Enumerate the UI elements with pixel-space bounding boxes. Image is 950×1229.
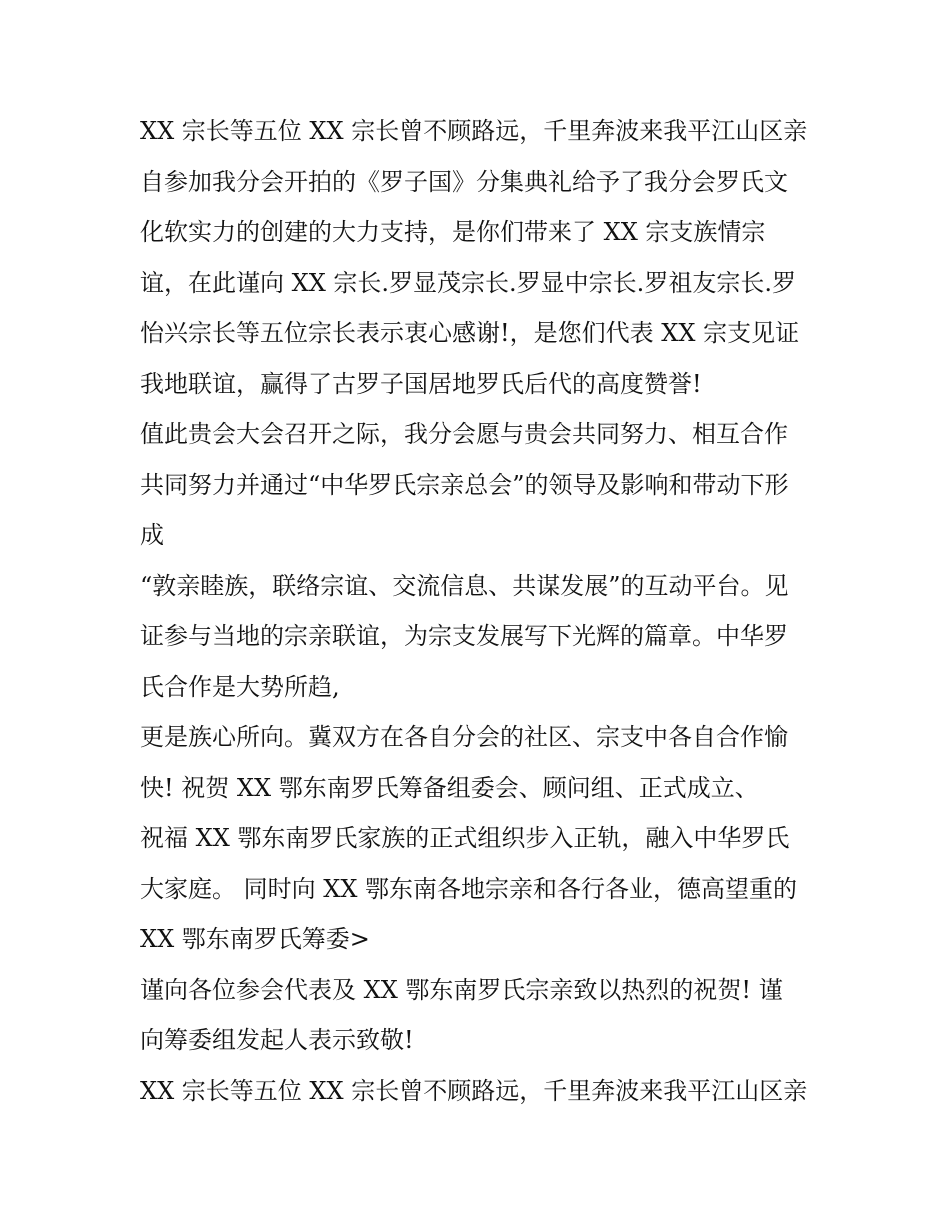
text-line: XX 宗长等五位 XX 宗长曾不顾路远，千里奔波来我平江山区亲: [140, 117, 808, 145]
text-line: 值此贵会大会召开之际，我分会愿与贵会共同努力、相互合作: [140, 420, 788, 448]
text-line: 怡兴宗长等五位宗长表示衷心感谢!，是您们代表 XX 宗支见证: [140, 319, 800, 347]
text-line: “敦亲睦族，联络宗谊、交流信息、共谋发展”的互动平台。见: [140, 571, 789, 600]
text-line: 快! 祝贺 XX 鄂东南罗氏筹备组委会、顾问组、正式成立、: [140, 773, 759, 802]
text-line: 大家庭。 同时向 XX 鄂东南各地宗亲和各行各业，德高望重的: [140, 874, 798, 903]
text-line: 我地联谊，赢得了古罗子国居地罗氏后代的高度赞誉!: [140, 369, 702, 398]
text-line: 更是族心所向。冀双方在各自分会的社区、宗支中各自合作愉: [140, 723, 788, 751]
text-line: 化软实力的创建的大力支持，是你们带来了 XX 宗支族情宗: [140, 218, 766, 246]
text-line: 谨向各位参会代表及 XX 鄂东南罗氏宗亲致以热烈的祝贺! 谨: [140, 975, 783, 1004]
text-line: XX 宗长等五位 XX 宗长曾不顾路远，千里奔波来我平江山区亲: [140, 1076, 808, 1105]
text-line: 成: [140, 521, 164, 549]
text-line: 证参与当地的宗亲联谊，为宗支发展写下光辉的篇章。中华罗: [140, 622, 788, 650]
text-line: 祝福 XX 鄂东南罗氏家族的正式组织步入正轨，融入中华罗氏: [140, 824, 790, 852]
document-body: [140, 106, 820, 1116]
text-line: 自参加我分会开拍的《罗子国》分集典礼给予了我分会罗氏文: [140, 167, 788, 196]
text-line: 谊，在此谨向 XX 宗长.罗显茂宗长.罗显中宗长.罗祖友宗长.罗: [140, 268, 796, 297]
text-line: 氏合作是大势所趋,: [140, 672, 340, 701]
text-line: XX 鄂东南罗氏筹委>: [140, 925, 370, 953]
text-line: 向筹委组发起人表示致敬!: [140, 1026, 414, 1054]
text-line: 共同努力并通过“中华罗氏宗亲总会”的领导及影响和带动下形: [140, 470, 789, 499]
